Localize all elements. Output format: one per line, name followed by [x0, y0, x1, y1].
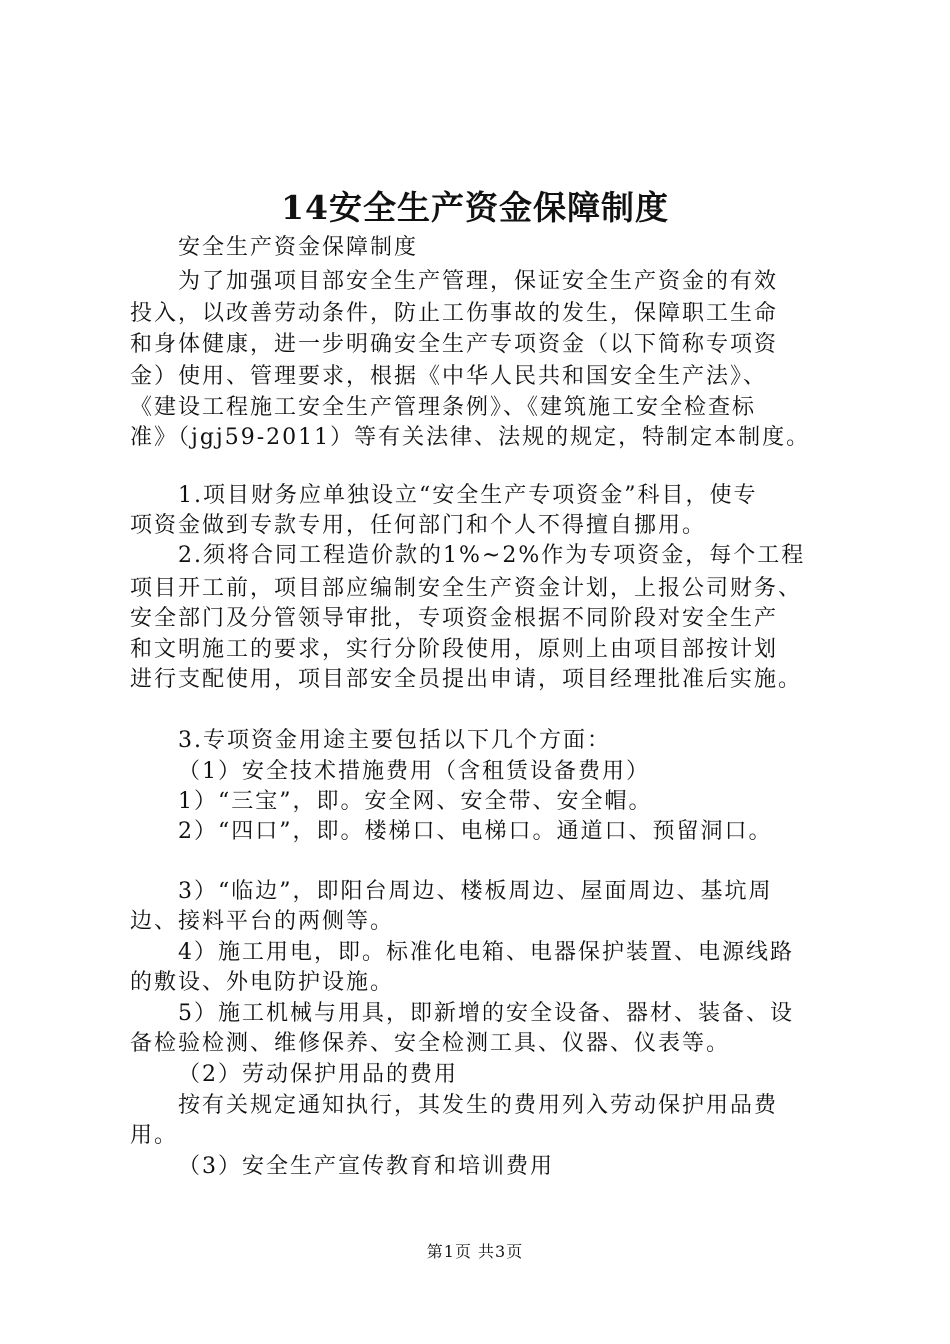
paragraph-line: 1.项目财务应单独设立“安全生产专项资金”科目，使专: [178, 483, 758, 508]
paragraph-line: 投入，以改善劳动条件，防止工伤事故的发生，保障职工生命: [130, 301, 779, 326]
paragraph-line: 准》（jgj59-2011）等有关法律、法规的规定，特制定本制度。: [130, 425, 811, 450]
paragraph-line: 项资金做到专款专用，任何部门和个人不得擅自挪用。: [130, 513, 707, 538]
paragraph-line: 2）“四口”，即。楼梯口、电梯口。通道口、预留洞口。: [178, 819, 773, 844]
paragraph-line: 备检验检测、维修保养、安全检测工具、仪器、仪表等。: [130, 1031, 731, 1056]
paragraph-line: 和身体健康，进一步明确安全生产专项资金（以下简称专项资: [130, 332, 779, 357]
paragraph-line: （1）安全技术措施费用（含租赁设备费用）: [178, 759, 650, 784]
paragraph-line: 2.须将合同工程造价款的1%~2%作为专项资金，每个工程: [178, 543, 806, 568]
paragraph-line: 安全生产资金保障制度: [178, 235, 419, 260]
paragraph-line: 进行支配使用，项目部安全员提出申请，项目经理批准后实施。: [130, 667, 803, 692]
paragraph-line: 用。: [130, 1123, 179, 1148]
paragraph-line: 《建设工程施工安全生产管理条例》、《建筑施工安全检查标: [130, 395, 757, 420]
document-title: 14安全生产资金保障制度: [281, 188, 669, 227]
paragraph-line: 3.专项资金用途主要包括以下几个方面：: [178, 728, 611, 753]
paragraph-line: 安全部门及分管领导审批，专项资金根据不同阶段对安全生产: [130, 606, 779, 631]
paragraph-line: 5）施工机械与用具，即新增的安全设备、器材、装备、设: [178, 1001, 794, 1026]
paragraph-line: 按有关规定通知执行，其发生的费用列入劳动保护用品费: [178, 1093, 779, 1118]
paragraph-line: 金）使用、管理要求，根据《中华人民共和国安全生产法》、: [130, 364, 768, 389]
paragraph-line: 3）“临边”，即阳台周边、楼板周边、屋面周边、基坑周: [178, 879, 773, 904]
paragraph-line: 边、接料平台的两侧等。: [130, 909, 395, 934]
paragraph-line: （2）劳动保护用品的费用: [178, 1062, 458, 1087]
paragraph-line: 1）“三宝”，即。安全网、安全带、安全帽。: [178, 789, 653, 814]
paragraph-line: 为了加强项目部安全生产管理，保证安全生产资金的有效: [178, 269, 779, 294]
paragraph-line: （3）安全生产宣传教育和培训费用: [178, 1154, 554, 1179]
paragraph-line: 项目开工前，项目部应编制安全生产资金计划，上报公司财务、: [130, 576, 803, 601]
paragraph-line: 4）施工用电，即。标准化电箱、电器保护装置、电源线路: [178, 940, 794, 965]
paragraph-line: 的敷设、外电防护设施。: [130, 970, 395, 995]
page-footer: 第1页 共3页: [426, 1242, 524, 1261]
paragraph-line: 和文明施工的要求，实行分阶段使用，原则上由项目部按计划: [130, 637, 779, 662]
